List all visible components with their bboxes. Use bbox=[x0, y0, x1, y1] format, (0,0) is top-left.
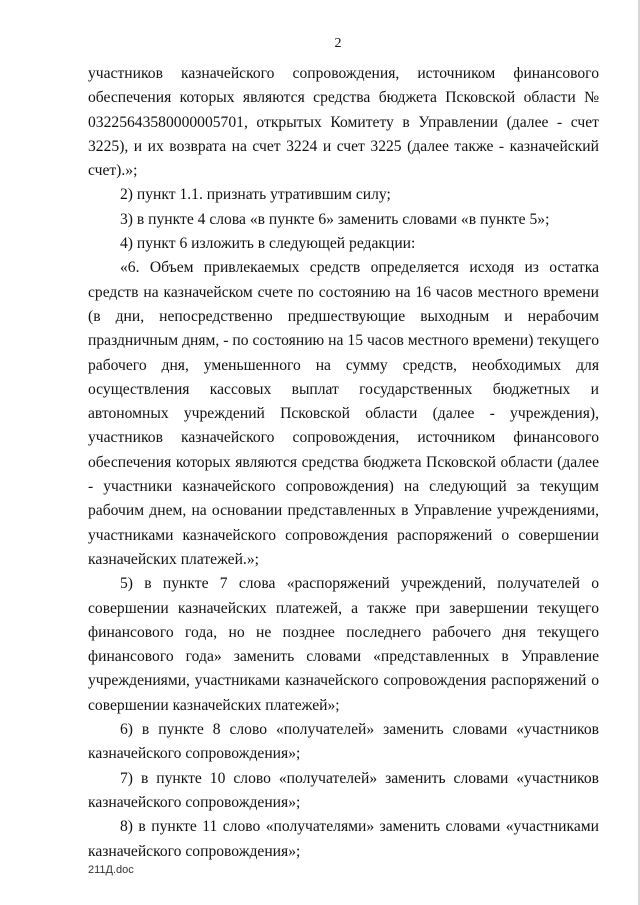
paragraph-item-4: 4) пункт 6 изложить в следующей редакции: bbox=[120, 235, 416, 253]
paragraph-item-5: 5) в пункте 7 слова «распоряжений учреждений, получателей о совершении казначейских платежей, а также при завершении текущего финансового года, но не позднее последнего рабочего дня текущего финансового года» заменить словами «представленных в Управление учреждениями, участниками казначейского сопровождения распоряжений о совершении казначейских платежей»; bbox=[88, 575, 599, 714]
file-name-footer: 211Д.doc bbox=[88, 864, 134, 876]
paragraph-quoted-clause-6: «6. Объем привлекаемых средств определяется исходя из остатка средств на казначейском счете по состоянию на 16 часов местного времени (в дни, непосредственно предшествующие выходным и нерабочим праздничным дням, - по состоянию на 15 часов местного времени) текущего рабочего дня, уменьшенного на сумму средств, необходимых для осуществления кассовых выплат государственных бюджетных и автономных учреждений Псковской области (далее - учреждения), участников казначейского сопровождения, источником финансового обеспечения которых являются средства бюджета Псковской области (далее - участники казначейского сопровождения) на следующий за текущим рабочим днем, на основании представленных в Управление учреждениями, участниками казначейского сопровождения распоряжений о совершении казначейских платежей.»; bbox=[88, 259, 599, 568]
paragraph-item-2: 2) пункт 1.1. признать утратившим силу; bbox=[120, 186, 391, 204]
page-number: 2 bbox=[334, 36, 342, 51]
paragraph-item-6: 6) в пункте 8 слово «получателей» заменить словами «участников казначейского сопровождения»; bbox=[88, 721, 599, 763]
paragraph-item-7: 7) в пункте 10 слово «получателей» заменить словами «участников казначейского сопровождения»; bbox=[88, 769, 599, 811]
paragraph-item-3: 3) в пункте 4 слова «в пункте 6» заменить словами «в пункте 5»; bbox=[120, 210, 550, 228]
paragraph-item-8: 8) в пункте 11 слово «получателями» заменить словами «участниками казначейского сопровождения»; bbox=[88, 818, 599, 860]
document-body bbox=[88, 62, 599, 864]
paragraph-continuation: участников казначейского сопровождения, источником финансового обеспечения которых являются средства бюджета Псковской области № 03225643580000005701, открытых Комитету в Управлении (далее - счет 3225), и их возврата на счет 3224 и счет 3225 (далее также - казначейский счет).»; bbox=[88, 65, 599, 180]
